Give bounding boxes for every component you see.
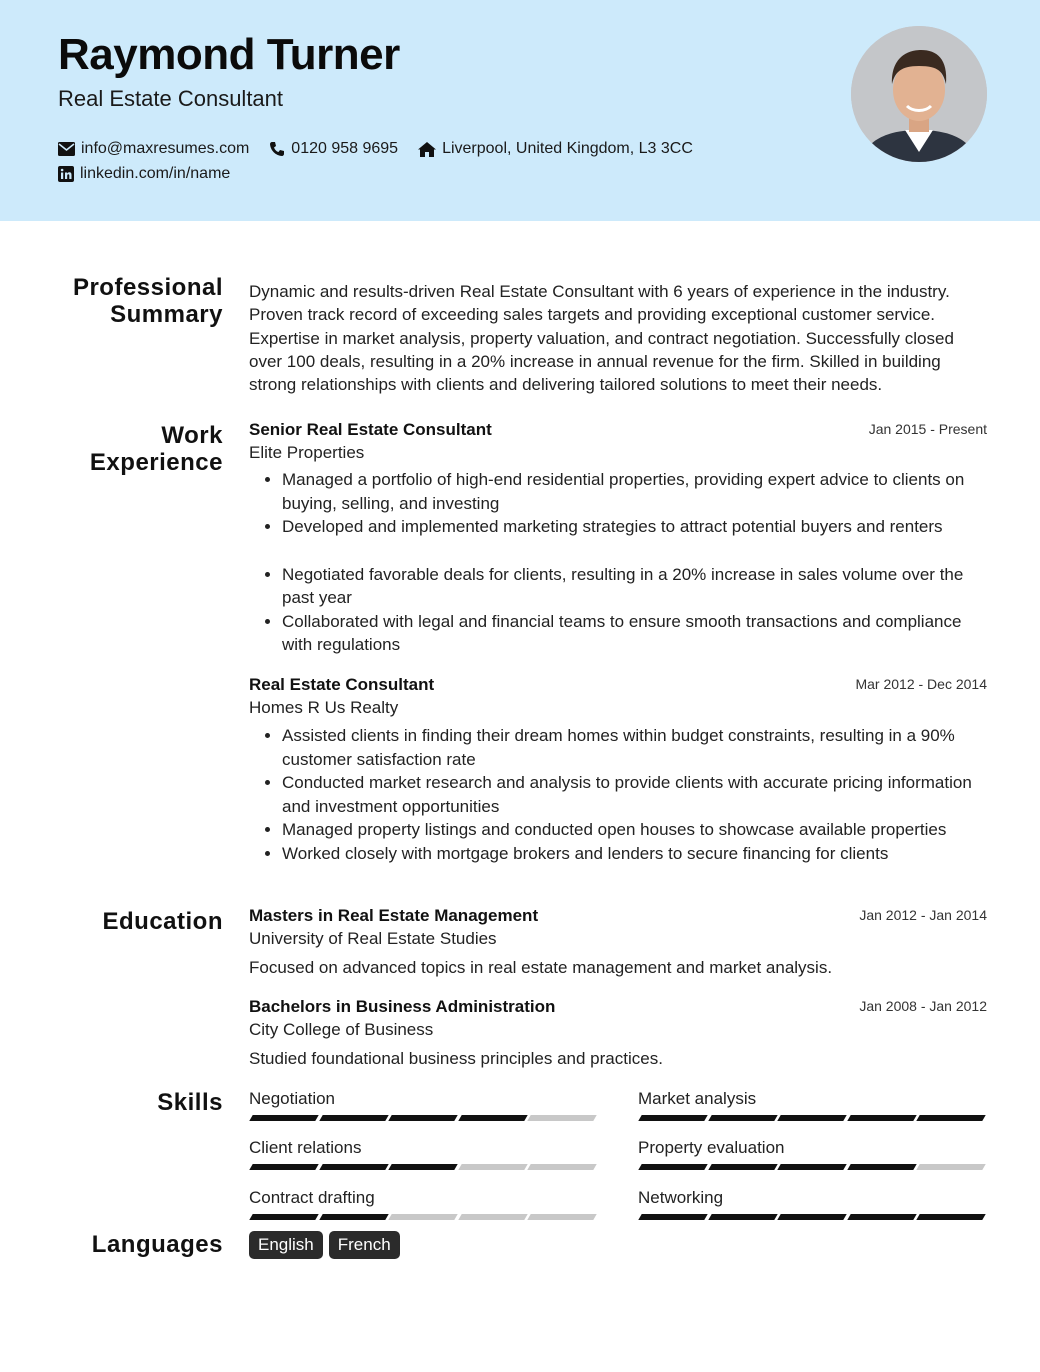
skill-segment-empty bbox=[458, 1164, 527, 1170]
skill-segment-filled bbox=[388, 1164, 457, 1170]
skill-segment-filled bbox=[917, 1214, 986, 1220]
summary-heading bbox=[73, 274, 223, 328]
education-entry bbox=[249, 906, 987, 978]
job-title: Senior Real Estate Consultant bbox=[249, 420, 492, 439]
skill-segment-filled bbox=[847, 1214, 916, 1220]
job-title: Real Estate Consultant bbox=[249, 675, 435, 694]
skill-segment-empty bbox=[458, 1214, 527, 1220]
job-date: Jan 2015 - Present bbox=[868, 421, 987, 437]
job-bullet: • Assisted clients in finding their dream homes within budget constraints, resulting in a 90% customer satisfaction rate bbox=[282, 724, 987, 771]
skill-level-bar bbox=[638, 1164, 986, 1170]
skill-segment-empty bbox=[528, 1115, 597, 1121]
skill-segment-filled bbox=[319, 1214, 388, 1220]
degree-title: Masters in Real Estate Management bbox=[249, 906, 539, 925]
skill-level-bar bbox=[249, 1214, 597, 1220]
school-name: City College of Business bbox=[249, 1020, 434, 1039]
skill-segment-empty bbox=[528, 1164, 597, 1170]
linkedin-text: linkedin.com/in/name bbox=[80, 165, 231, 182]
skill-level-bar bbox=[638, 1115, 986, 1121]
summary-heading-line2: Summary bbox=[110, 301, 223, 328]
skill-level-bar bbox=[638, 1214, 986, 1220]
job-bullets bbox=[249, 724, 987, 865]
phone-icon bbox=[269, 141, 285, 157]
experience-heading-line2: Experience bbox=[89, 449, 223, 476]
skill-segment-filled bbox=[917, 1115, 986, 1121]
skill-level-bar bbox=[249, 1164, 597, 1170]
skill-name: Contract drafting bbox=[249, 1188, 375, 1207]
summary-text: Dynamic and results-driven Real Estate Consultant with 6 years of experience in the industry. Proven track record of exceeding sales targets and providing exceptional customer service. Expertise in market analysis, property valuation, and contract negotiation. Successfully closed over 100 deals, resulting in a 20% increase in annual revenue for the firm. Skilled in building strong relationships with clients and delivering tailored solutions to meet their needs. bbox=[249, 282, 954, 395]
skill-segment-filled bbox=[777, 1115, 846, 1121]
job-entry bbox=[249, 420, 987, 657]
summary-content bbox=[249, 280, 987, 396]
job-company: Elite Properties bbox=[249, 443, 365, 462]
resume-header bbox=[0, 0, 1040, 221]
job-bullet: • Managed a portfolio of high-end residential properties, providing expert advice to clients on buying, selling, and investing bbox=[282, 468, 987, 515]
job-bullet: • Developed and implemented marketing strategies to attract potential buyers and renters bbox=[282, 515, 987, 539]
skill-segment-filled bbox=[249, 1214, 318, 1220]
envelope-icon bbox=[58, 142, 75, 156]
contact-phone[interactable] bbox=[269, 140, 398, 158]
skill-segment-filled bbox=[708, 1164, 777, 1170]
languages-list bbox=[249, 1231, 987, 1259]
job-bullet: • Conducted market research and analysis to provide clients with accurate pricing information and investment opportunities bbox=[282, 771, 987, 818]
contact-linkedin[interactable] bbox=[58, 165, 230, 183]
education-entry bbox=[249, 997, 987, 1069]
skill-segment-filled bbox=[388, 1115, 457, 1121]
education-description: Focused on advanced topics in real estate management and market analysis. bbox=[249, 958, 833, 977]
skill-name: Property evaluation bbox=[638, 1138, 785, 1157]
skill-item bbox=[638, 1138, 986, 1158]
job-bullet: • Collaborated with legal and financial teams to ensure smooth transactions and compliance with regulations bbox=[282, 610, 987, 657]
experience-heading-line1: Work bbox=[161, 422, 223, 449]
skill-segment-empty bbox=[528, 1214, 597, 1220]
job-bullet: • Negotiated favorable deals for clients, resulting in a 20% increase in sales volume over the past year bbox=[282, 563, 987, 610]
school-name: University of Real Estate Studies bbox=[249, 929, 497, 948]
skill-segment-filled bbox=[708, 1115, 777, 1121]
education-date: Jan 2012 - Jan 2014 bbox=[859, 907, 987, 923]
skill-item bbox=[249, 1089, 597, 1109]
job-date: Mar 2012 - Dec 2014 bbox=[855, 676, 987, 692]
job-entry bbox=[249, 675, 987, 865]
skill-level-bar bbox=[249, 1115, 597, 1121]
skill-name: Market analysis bbox=[638, 1089, 757, 1108]
contact-email[interactable] bbox=[58, 140, 249, 158]
education-date: Jan 2008 - Jan 2012 bbox=[859, 998, 987, 1014]
experience-heading bbox=[90, 422, 223, 476]
skill-segment-empty bbox=[917, 1164, 986, 1170]
skill-segment-filled bbox=[847, 1115, 916, 1121]
contact-row bbox=[58, 140, 713, 158]
skill-segment-filled bbox=[847, 1164, 916, 1170]
skill-item bbox=[249, 1188, 597, 1208]
skill-segment-filled bbox=[638, 1115, 707, 1121]
languages-heading: Languages bbox=[91, 1231, 223, 1258]
skill-item bbox=[249, 1138, 597, 1158]
skill-segment-filled bbox=[708, 1214, 777, 1220]
skill-segment-filled bbox=[458, 1115, 527, 1121]
language-tag: French bbox=[329, 1231, 400, 1259]
home-icon bbox=[418, 142, 436, 157]
language-tag: English bbox=[249, 1231, 323, 1259]
skill-item bbox=[638, 1089, 986, 1109]
education-description: Studied foundational business principles and practices. bbox=[249, 1049, 663, 1068]
job-bullets bbox=[249, 468, 987, 657]
job-bullet: • Managed property listings and conducted open houses to showcase available properties bbox=[282, 818, 987, 842]
person-portrait-icon bbox=[851, 26, 987, 162]
skill-segment-filled bbox=[319, 1164, 388, 1170]
contact-row-2 bbox=[58, 165, 250, 183]
education-heading: Education bbox=[102, 908, 223, 935]
degree-title: Bachelors in Business Administration bbox=[249, 997, 556, 1016]
contact-location[interactable] bbox=[418, 140, 693, 158]
skills-heading: Skills bbox=[157, 1089, 223, 1116]
linkedin-icon bbox=[58, 166, 74, 182]
skill-segment-empty bbox=[388, 1214, 457, 1220]
candidate-name: Raymond Turner bbox=[58, 30, 400, 79]
skill-segment-filled bbox=[638, 1164, 707, 1170]
skill-segment-filled bbox=[777, 1164, 846, 1170]
job-bullet: • Worked closely with mortgage brokers and lenders to secure financing for clients bbox=[282, 842, 987, 866]
skill-segment-filled bbox=[777, 1214, 846, 1220]
skill-segment-filled bbox=[249, 1115, 318, 1121]
summary-heading-line1: Professional bbox=[72, 274, 223, 301]
candidate-role: Real Estate Consultant bbox=[58, 86, 284, 111]
skill-segment-filled bbox=[638, 1214, 707, 1220]
skill-name: Networking bbox=[638, 1188, 724, 1207]
job-company: Homes R Us Realty bbox=[249, 698, 399, 717]
phone-text: 0120 958 9695 bbox=[291, 140, 399, 157]
skill-name: Client relations bbox=[249, 1138, 362, 1157]
profile-photo bbox=[851, 26, 987, 162]
email-text: info@maxresumes.com bbox=[81, 140, 250, 157]
skill-name: Negotiation bbox=[249, 1089, 336, 1108]
skill-segment-filled bbox=[249, 1164, 318, 1170]
location-text: Liverpool, United Kingdom, L3 3CC bbox=[442, 140, 693, 157]
skill-segment-filled bbox=[319, 1115, 388, 1121]
skill-item bbox=[638, 1188, 986, 1208]
